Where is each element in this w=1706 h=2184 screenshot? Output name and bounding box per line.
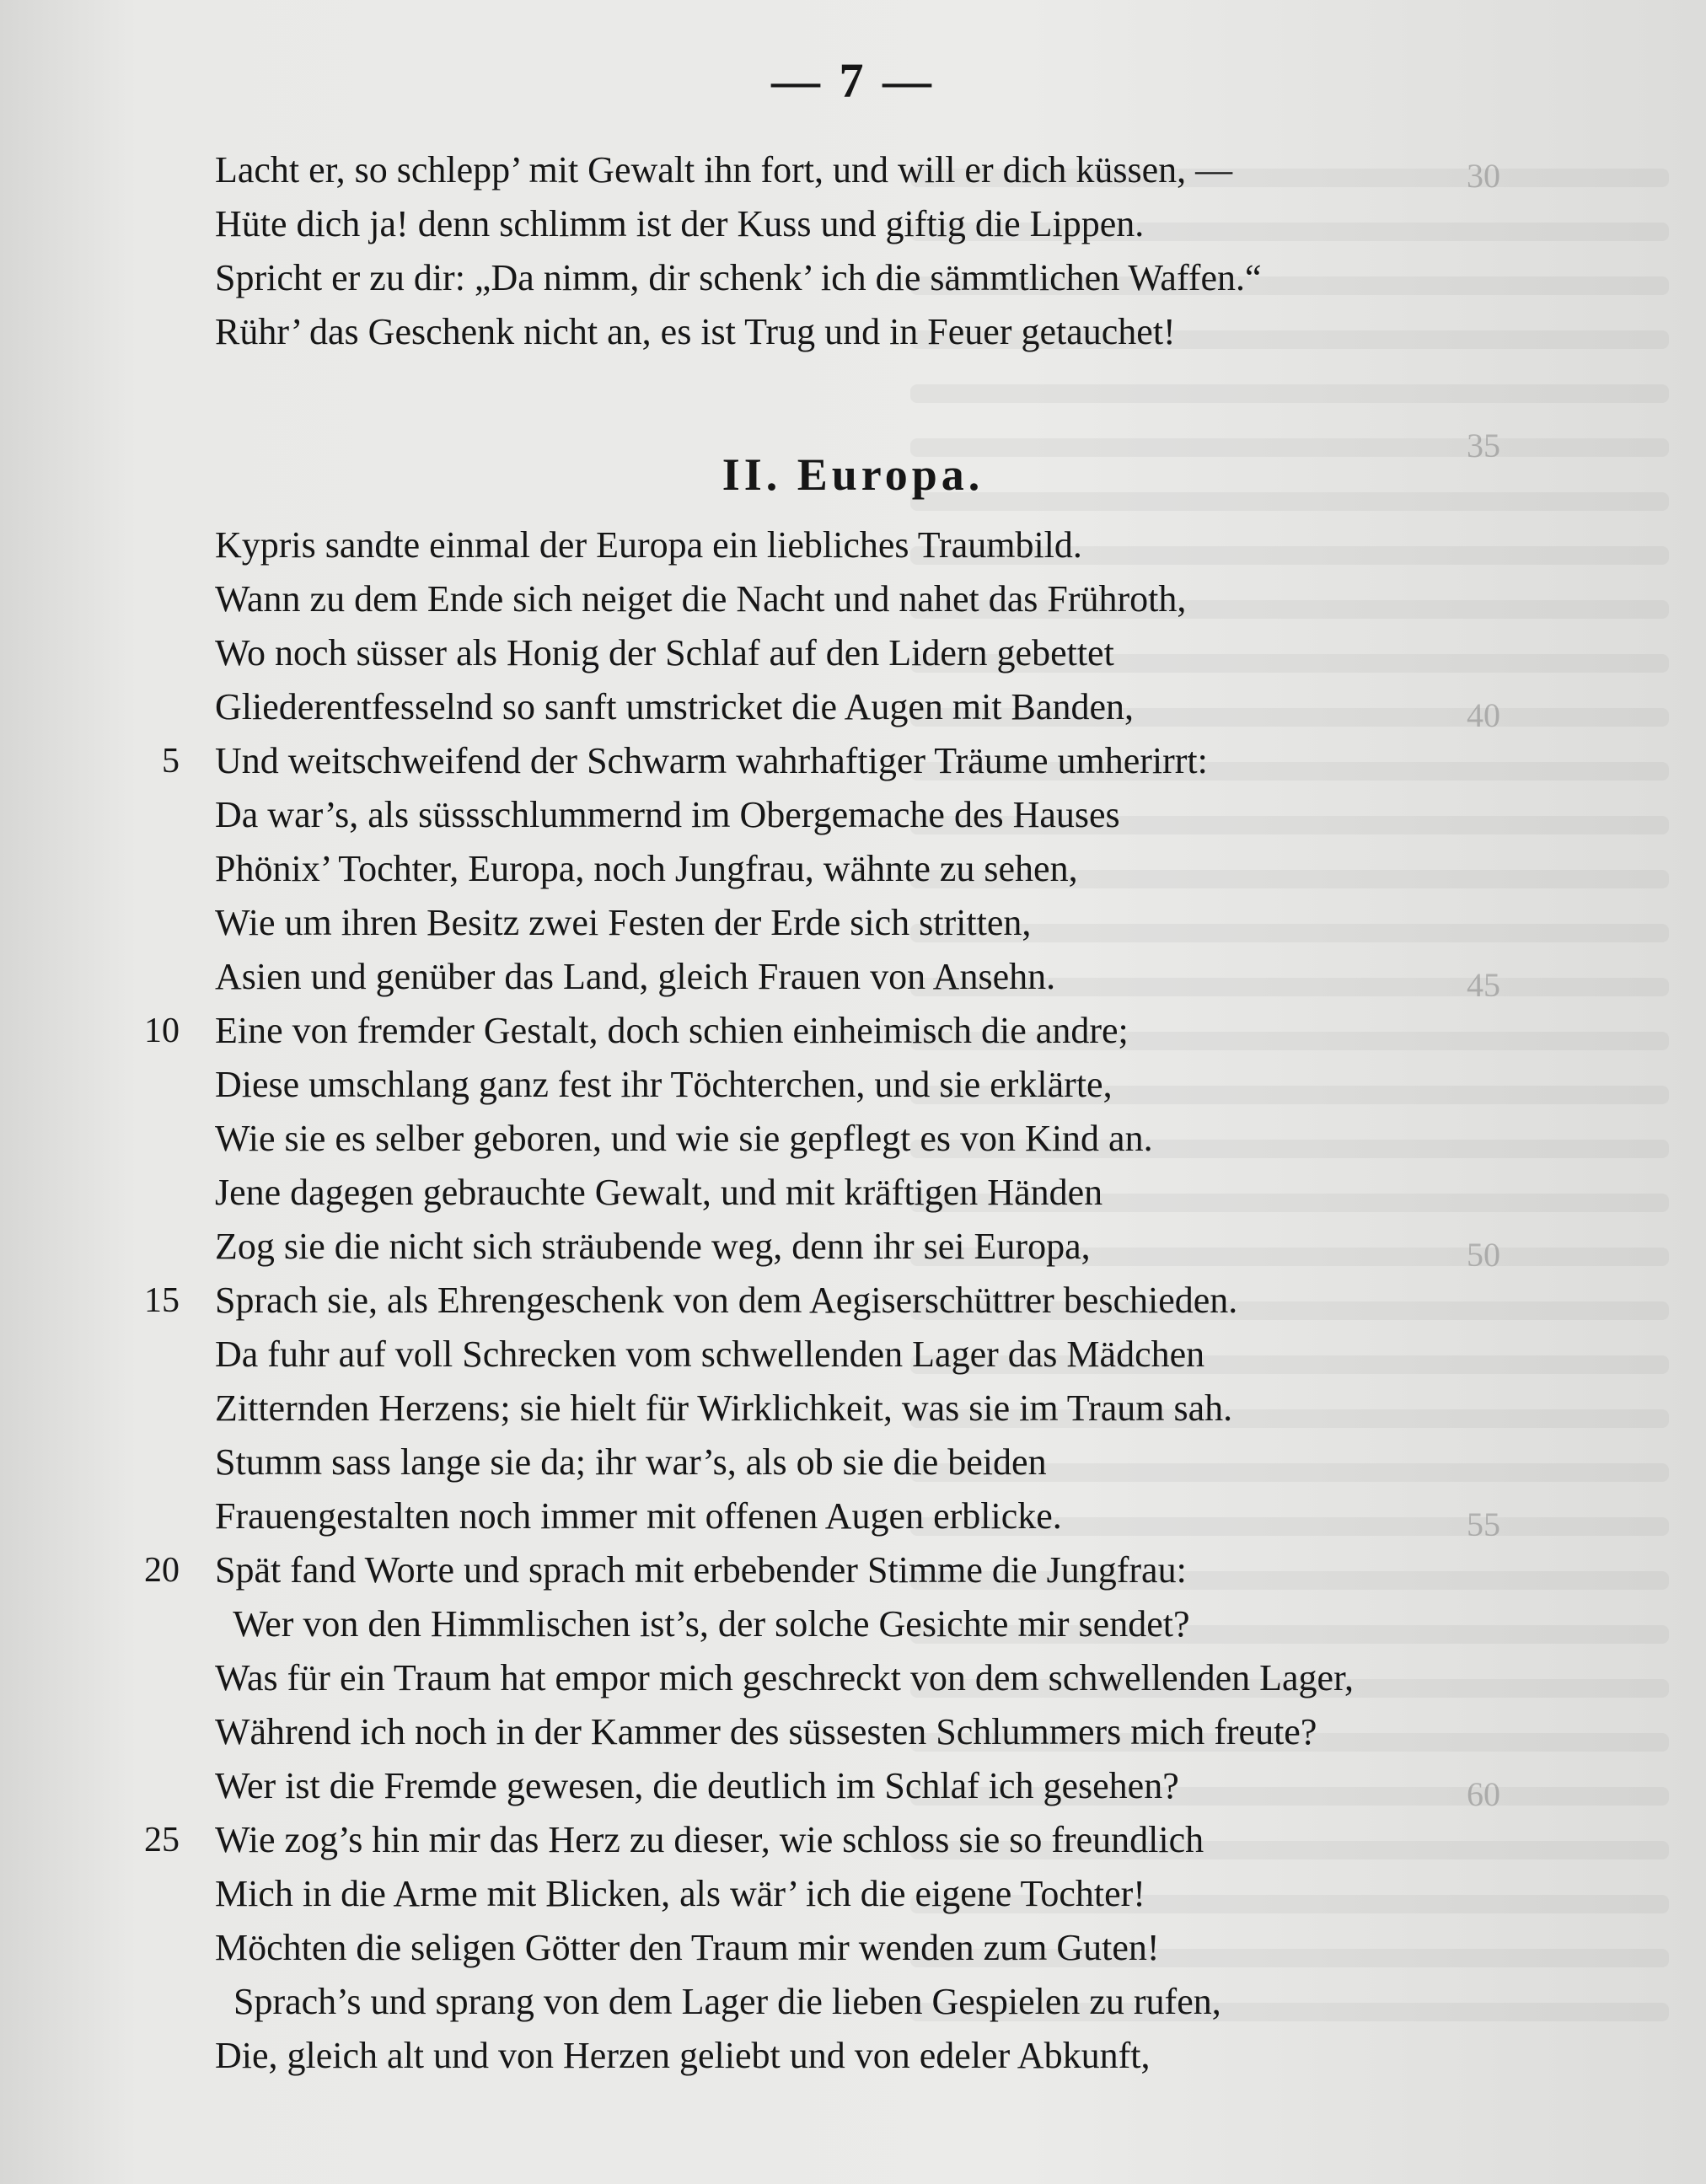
- verse-text: Wann zu dem Ende sich neiget die Nacht und nahet das Frühroth,: [215, 578, 1187, 620]
- verse-line: [131, 842, 1597, 896]
- verse-text: Wer von den Himmlischen ist’s, der solche Gesichte mir sendet?: [215, 1603, 1190, 1645]
- verse-line: [131, 1382, 1597, 1435]
- page-number: — 7 —: [771, 53, 935, 108]
- verse-text: Sprach’s und sprang von dem Lager die lieben Gespielen zu rufen,: [215, 1981, 1221, 2022]
- verse-line: [131, 143, 1597, 197]
- verse-line: [131, 734, 1597, 788]
- verse-line: [131, 1435, 1597, 1489]
- verse-line: [131, 1921, 1597, 1975]
- verse-text: Spät fand Worte und sprach mit erbebender Stimme die Jungfrau:: [215, 1549, 1187, 1591]
- verse-line: [131, 680, 1597, 734]
- verse-text: Möchten die seligen Götter den Traum mir wenden zum Guten!: [215, 1927, 1160, 1968]
- verse-text: Hüte dich ja! denn schlimm ist der Kuss und giftig die Lippen.: [215, 203, 1145, 244]
- verse-text: Phönix’ Tochter, Europa, noch Jungfrau, wähnte zu sehen,: [215, 848, 1078, 889]
- verse-text: Sprach sie, als Ehrengeschenk von dem Aegiserschüttrer beschieden.: [215, 1280, 1238, 1321]
- section-title: II. Europa.: [722, 449, 984, 500]
- verse-line: [131, 626, 1597, 680]
- verse-text: Lacht er, so schlepp’ mit Gewalt ihn fort, und will er dich küssen, —: [215, 149, 1233, 190]
- verse-line: [131, 251, 1597, 305]
- verse-line: [131, 1975, 1597, 2029]
- continued-verse: [131, 143, 1597, 359]
- verse-line: [131, 2029, 1597, 2083]
- verse-line: [131, 1220, 1597, 1274]
- line-number: 15: [144, 1281, 180, 1320]
- verse-text: Und weitschweifend der Schwarm wahrhaftiger Träume umherirrt:: [215, 740, 1208, 781]
- verse-line: [131, 1597, 1597, 1651]
- verse-line: [131, 572, 1597, 626]
- verse-text: Die, gleich alt und von Herzen geliebt und von edeler Abkunft,: [215, 2035, 1151, 2076]
- verse-text: Wer ist die Fremde gewesen, die deutlich im Schlaf ich gesehen?: [215, 1765, 1179, 1806]
- verse-line: [131, 1759, 1597, 1813]
- verse-text: Kypris sandte einmal der Europa ein liebliches Traumbild.: [215, 524, 1082, 566]
- verse-text: Mich in die Arme mit Blicken, als wär’ ich die eigene Tochter!: [215, 1873, 1145, 1914]
- verse-text: Stumm sass lange sie da; ihr war’s, als ob sie die beiden: [215, 1441, 1047, 1483]
- verse-text: Eine von fremder Gestalt, doch schien einheimisch die andre;: [215, 1010, 1129, 1051]
- verse-text: Wie um ihren Besitz zwei Festen der Erde sich stritten,: [215, 902, 1032, 943]
- verse-text: Diese umschlang ganz fest ihr Töchterchen, und sie erklärte,: [215, 1064, 1113, 1105]
- verse-text: Wie sie es selber geboren, und wie sie gepflegt es von Kind an.: [215, 1118, 1153, 1159]
- verse-line: [131, 518, 1597, 572]
- verse-text: Zitternden Herzens; sie hielt für Wirklichkeit, was sie im Traum sah.: [215, 1387, 1233, 1429]
- bleed-line-number: 30: [1467, 157, 1500, 195]
- line-number: 10: [144, 1012, 180, 1050]
- verse-text: Asien und genüber das Land, gleich Frauen von Ansehn.: [215, 956, 1056, 997]
- verse-line: [131, 896, 1597, 950]
- verse-text: Rühr’ das Geschenk nicht an, es ist Trug und in Feuer getauchet!: [215, 311, 1176, 352]
- bleed-line-number: 55: [1467, 1505, 1500, 1543]
- verse-text: Da war’s, als süssschlummernd im Obergemache des Hauses: [215, 794, 1120, 835]
- line-number: 25: [144, 1821, 180, 1859]
- bleed-line-number: 40: [1467, 696, 1500, 734]
- verse-text: Gliederentfesselnd so sanft umstricket die Augen mit Banden,: [215, 686, 1134, 727]
- verse-line: [131, 1651, 1597, 1705]
- verse-text: Jene dagegen gebrauchte Gewalt, und mit kräftigen Händen: [215, 1172, 1103, 1213]
- verse-line: [131, 950, 1597, 1004]
- verse-line: [131, 1058, 1597, 1112]
- verse-line: [131, 788, 1597, 842]
- verse-text: Während ich noch in der Kammer des süssesten Schlummers mich freute?: [215, 1711, 1317, 1752]
- verse-line: [131, 1328, 1597, 1382]
- verse-text: Was für ein Traum hat empor mich geschreckt von dem schwellenden Lager,: [215, 1657, 1354, 1698]
- bleed-line-number: 50: [1467, 1236, 1500, 1274]
- verse-text: Spricht er zu dir: „Da nimm, dir schenk’ ich die sämmtlichen Waffen.“: [215, 257, 1262, 298]
- line-number: 20: [144, 1551, 180, 1590]
- verse-text: Frauengestalten noch immer mit offenen Augen erblicke.: [215, 1495, 1062, 1537]
- verse-line: [131, 1274, 1597, 1328]
- verse-line: [131, 1867, 1597, 1921]
- verse-text: Wie zog’s hin mir das Herz zu dieser, wie schloss sie so freundlich: [215, 1819, 1204, 1860]
- verse-text: Da fuhr auf voll Schrecken vom schwellenden Lager das Mädchen: [215, 1333, 1205, 1375]
- verse-line: [131, 305, 1597, 359]
- verse-line: [131, 1543, 1597, 1597]
- bleed-line-number: 35: [1467, 427, 1500, 464]
- line-number: 5: [162, 742, 180, 781]
- verse-line: [131, 1004, 1597, 1058]
- verse-text: Wo noch süsser als Honig der Schlaf auf den Lidern gebettet: [215, 632, 1114, 673]
- verse-line: [131, 197, 1597, 251]
- bleed-line-number: 45: [1467, 966, 1500, 1004]
- verse-line: [131, 1489, 1597, 1543]
- verse-text: Zog sie die nicht sich sträubende weg, denn ihr sei Europa,: [215, 1226, 1091, 1267]
- verse-line: [131, 1705, 1597, 1759]
- verse-line: [131, 1166, 1597, 1220]
- verse-line: [131, 1813, 1597, 1867]
- bleed-line-number: 60: [1467, 1775, 1500, 1813]
- poem-europa: [131, 518, 1597, 2083]
- verse-line: [131, 1112, 1597, 1166]
